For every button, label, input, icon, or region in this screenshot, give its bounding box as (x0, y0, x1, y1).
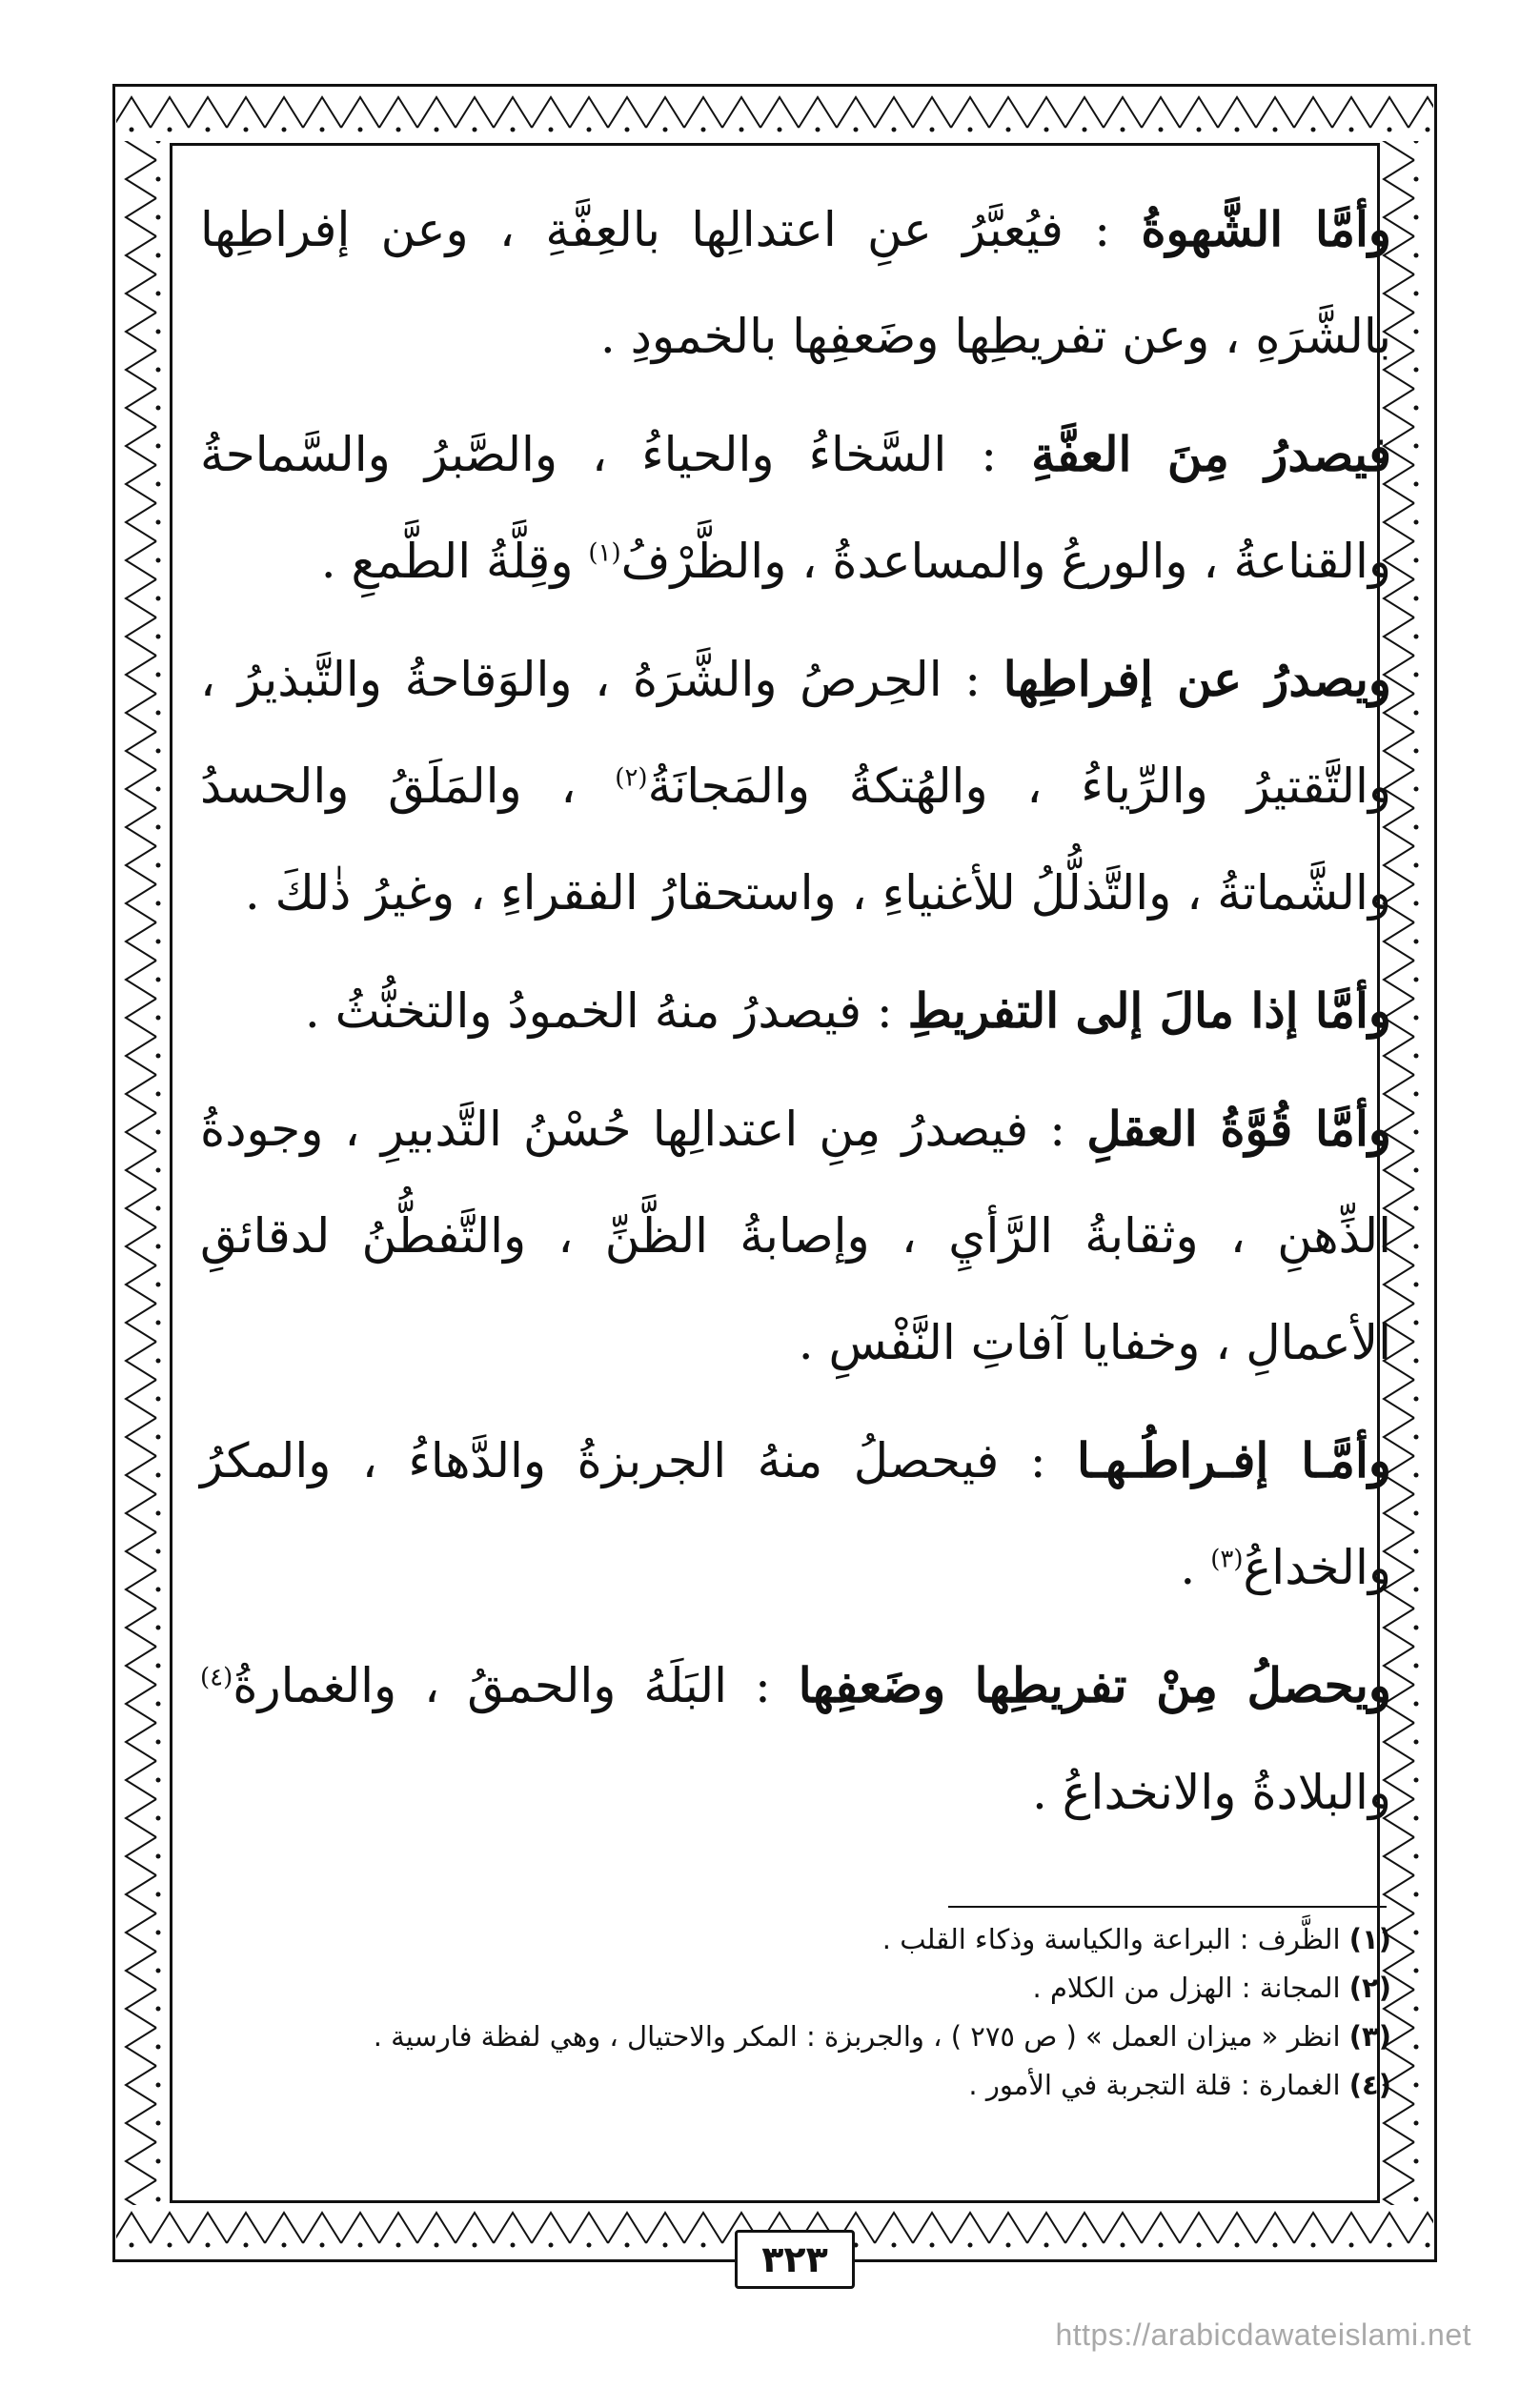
paragraph-lead: وأمَّا الشَّهوةُ (1141, 201, 1392, 257)
footnote-number: (١) (1348, 1923, 1391, 1955)
paragraph-text: : البَلَهُ والحمقُ ، والغمارةُ (233, 1658, 799, 1713)
paragraph-tail: ، والمَلَقُ والحسدُ والشَّماتةُ ، والتَّذلُّلُ للأغنياءِ ، واستحقارُ الفقراءِ ، وغيرُ ذٰلكَ . (200, 759, 1391, 921)
paragraph-text: : السَّخاءُ والحياءُ ، والصَّبرُ والسَّماحةُ والقناعةُ ، والورعُ والمساعدةُ ، والظَّرْفُ (200, 427, 1391, 589)
footnote-text: الغمارة : قلة التجربة في الأمور . (968, 2069, 1349, 2101)
footnote-separator (948, 1906, 1387, 1908)
footnote-text: انظر « ميزان العمل » ( ص ٢٧٥ ) ، والجربزة : المكر والاحتيال ، وهي لفظة فارسية . (373, 2020, 1349, 2053)
paragraph-text: : الحِرصُ والشَّرَهُ ، والوَقاحةُ والتَّبذيرُ ، والتَّقتيرُ والرِّياءُ ، والهُتكةُ والمَجانَةُ (200, 652, 1391, 814)
paragraph-lead: وأمَّا قُوَّةُ العقلِ (1086, 1101, 1391, 1157)
paragraph-aql-ifrat (200, 1407, 1391, 1621)
footnote-text: المجانة : الهزل من الكلام . (1032, 1972, 1349, 2004)
paragraph-shahwa (200, 176, 1391, 390)
paragraph-lead: وأمَّا إذا مالَ إلى التفريطِ (907, 982, 1391, 1039)
footnote-text: الظَّرف : البراعة والكياسة وذكاء القلب . (881, 1923, 1349, 1955)
footnote-item (200, 1915, 1391, 1964)
footnote-ref: (٣) (1210, 1545, 1244, 1574)
paragraph-tail: . (1180, 1540, 1211, 1595)
paragraph-text: : فيحصلُ منهُ الجربزةُ والدَّهاءُ ، والمكرُ والخداعُ (200, 1433, 1391, 1595)
page-number: ٣٢٣ (735, 2230, 855, 2289)
paragraph-lead: فيصدرُ مِنَ العفَّةِ (1031, 426, 1392, 482)
footnotes (200, 1915, 1391, 2110)
footnote-item (200, 2061, 1391, 2110)
paragraph-text: : فيُعبَّرُ عنِ اعتدالِها بالعِفَّةِ ، وعن إفراطِها بالشَّرَهِ ، وعن تفريطِها وضَعفِها بالخمودِ . (200, 202, 1391, 364)
paragraph-tail: والبلادةُ والانخداعُ . (1031, 1765, 1391, 1820)
paragraph-aql (200, 1076, 1391, 1396)
paragraph-tafrit (200, 958, 1391, 1064)
watermark-url: https://arabicdawateislami.net (1055, 2317, 1471, 2352)
paragraph-lead: وأمَّـا إفـراطُـهـا (1077, 1432, 1391, 1488)
footnote-number: (٢) (1348, 1972, 1391, 2004)
footnote-number: (٣) (1348, 2020, 1391, 2053)
paragraph-iffa (200, 401, 1391, 615)
footnote-number: (٤) (1348, 2069, 1391, 2101)
paragraph-ifrat (200, 626, 1391, 946)
footnote-item (200, 1964, 1391, 2013)
footnote-ref: (٤) (200, 1663, 233, 1692)
footnote-item (200, 2013, 1391, 2061)
footnote-ref: (٢) (615, 763, 648, 793)
paragraph-text: : فيصدرُ مِنِ اعتدالِها حُسْنُ التَّدبيرِ ، وجودةُ الذِّهنِ ، وثقابةُ الرَّأيِ ، وإصابةُ الظَّنِّ ، والتَّفطُّنُ لدقائقِ الأعمالِ ، وخفايا آفاتِ النَّفْسِ . (200, 1102, 1391, 1370)
paragraph-tail: وقِلَّةُ الطَّمعِ . (320, 534, 589, 589)
footnote-ref: (١) (588, 538, 621, 568)
paragraph-lead: ويصدرُ عن إفراطِها (1003, 651, 1392, 707)
paragraph-aql-tafrit (200, 1632, 1391, 1846)
paragraph-text: : فيصدرُ منهُ الخمودُ والتخنُّثُ . (304, 983, 908, 1039)
main-text (200, 176, 1391, 1857)
paragraph-lead: ويحصلُ مِنْ تفريطِها وضَعفِها (798, 1657, 1392, 1713)
